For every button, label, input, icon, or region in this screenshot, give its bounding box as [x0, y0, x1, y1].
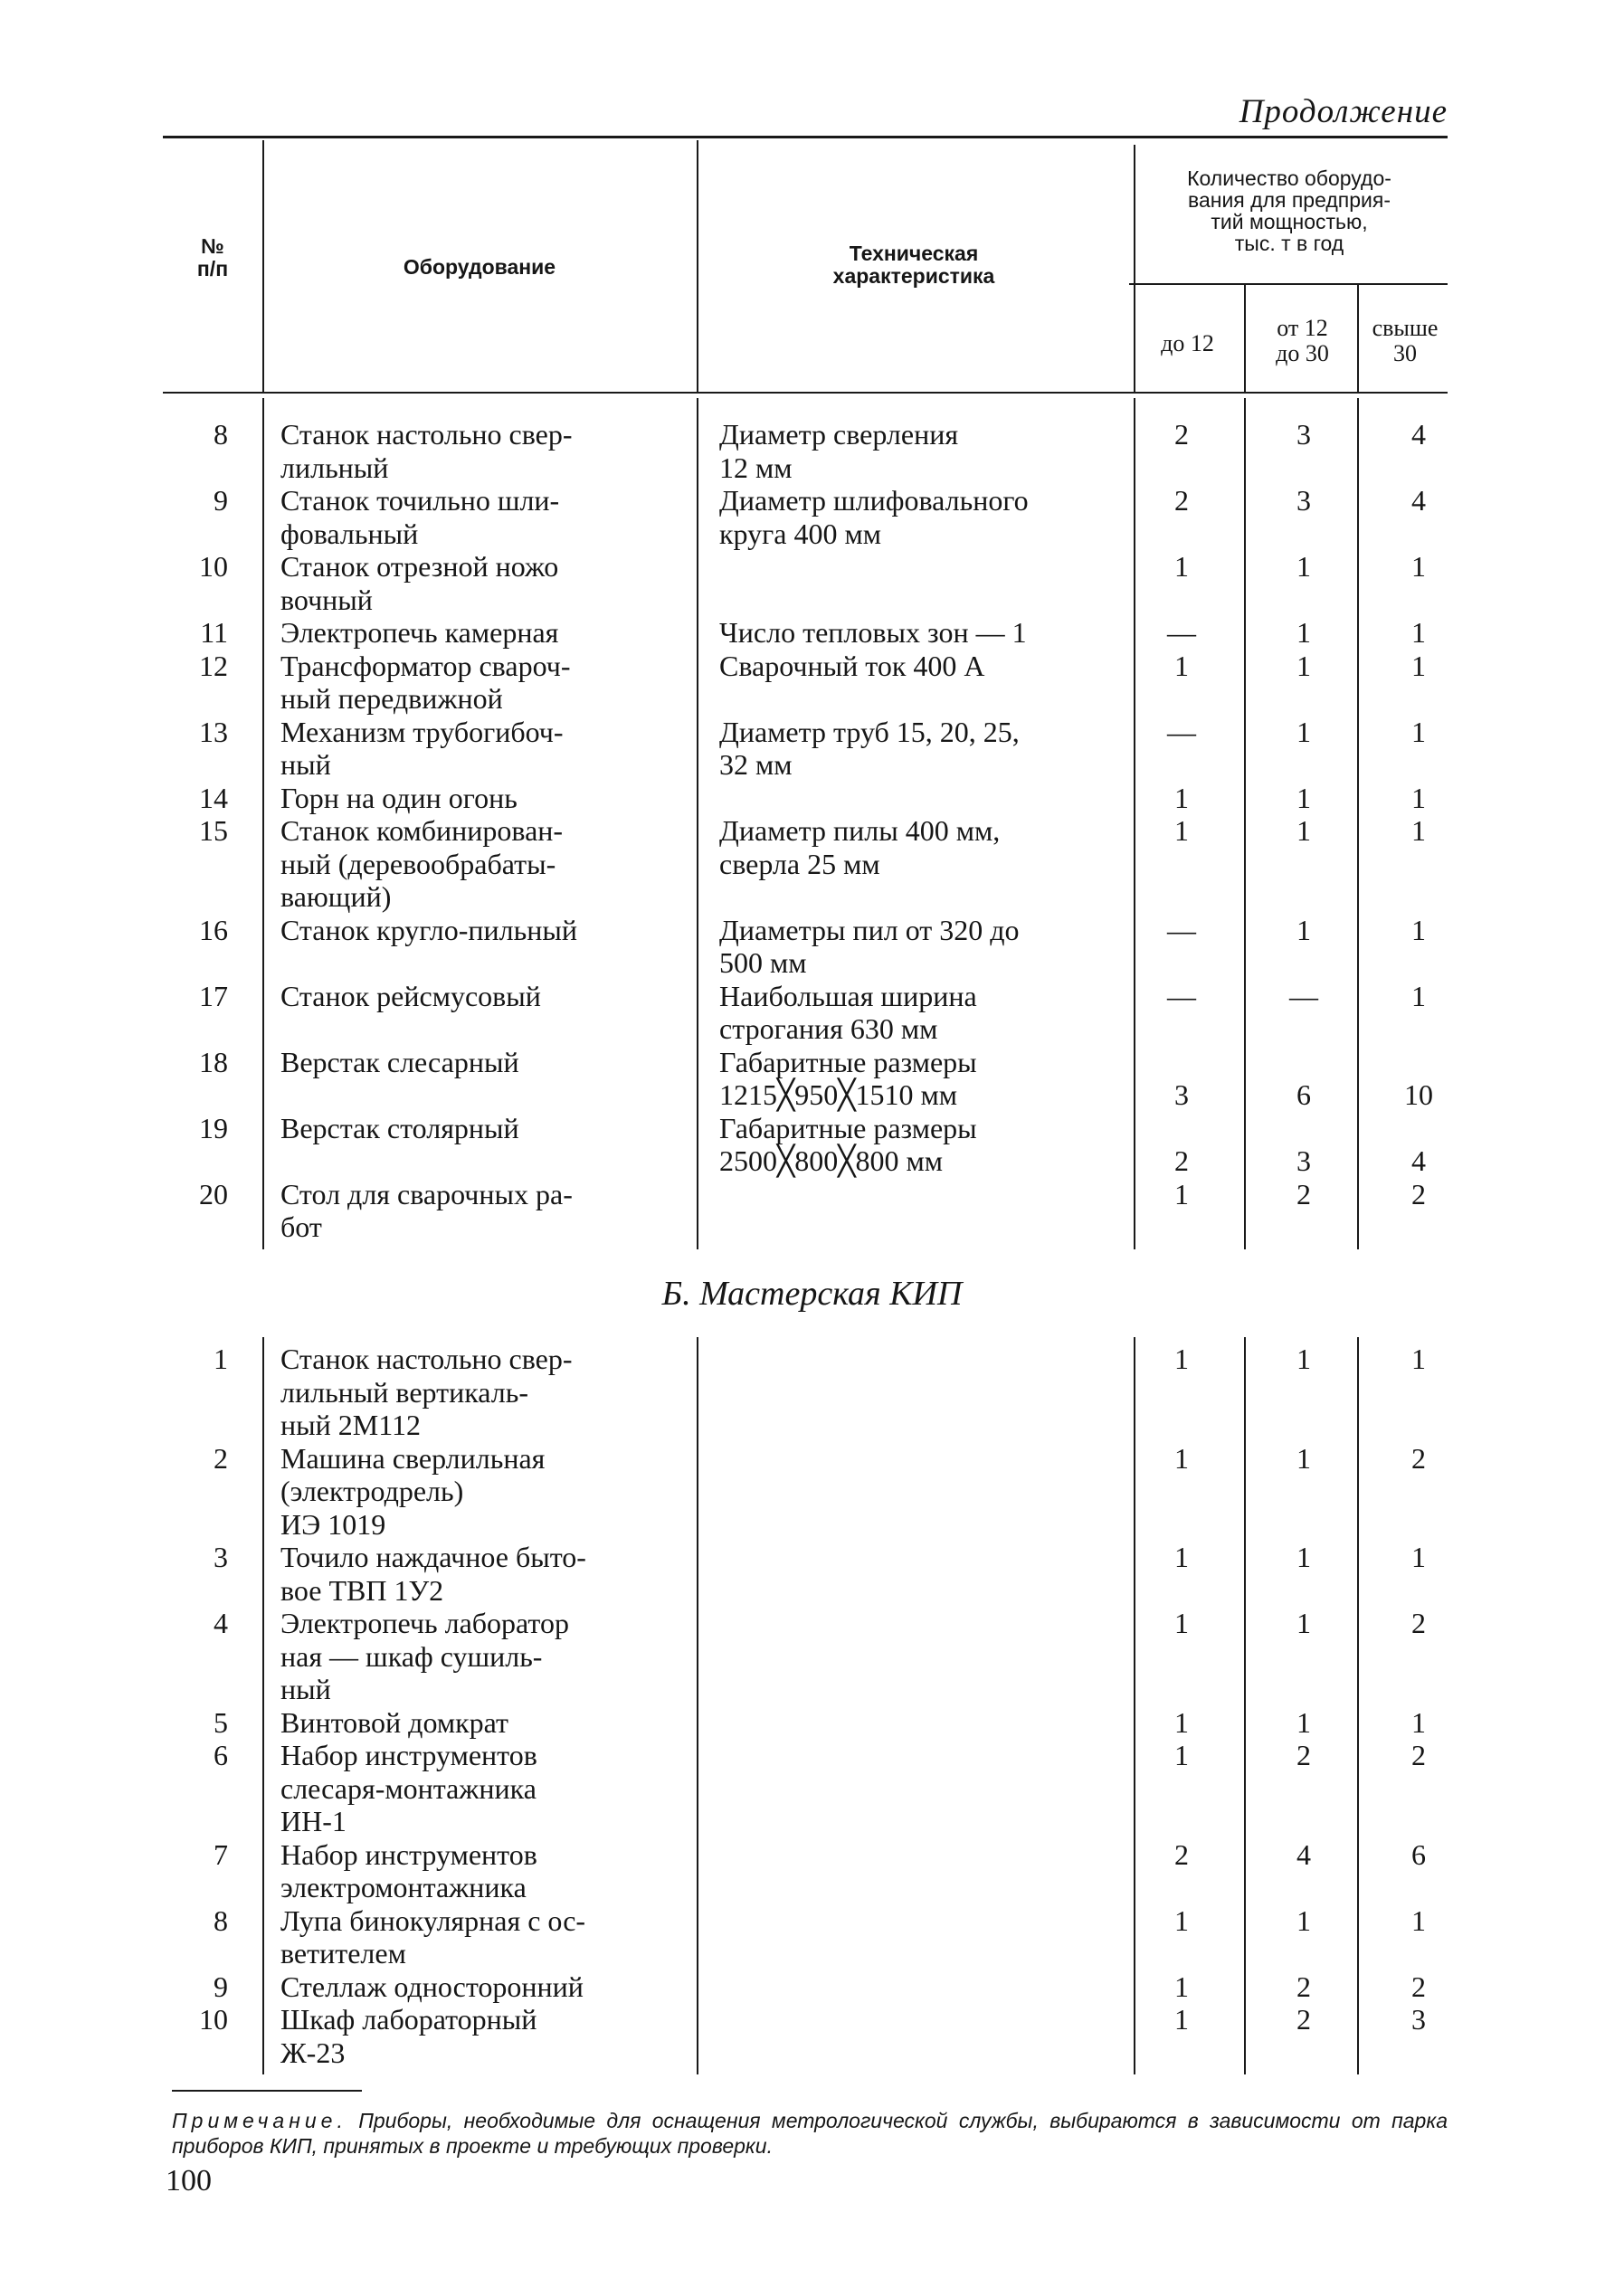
- row-number: 1: [214, 1343, 228, 1375]
- tech-characteristic-line: Диаметры пил от 320 до: [719, 913, 1020, 946]
- header-top-rule: [163, 136, 1448, 138]
- quantity-value: 2: [1296, 1739, 1311, 1771]
- page-number: 100: [166, 2164, 212, 2197]
- quantity-value: 1: [1411, 979, 1426, 1012]
- equipment-name-line: ный: [280, 748, 331, 781]
- row-number: 8: [214, 418, 228, 451]
- row-number: 9: [214, 484, 228, 517]
- row-number: 12: [199, 649, 228, 682]
- header-q1: до 12: [1161, 330, 1214, 356]
- quantity-value: 1: [1411, 814, 1426, 847]
- quantity-value: 1: [1174, 1705, 1189, 1739]
- quantity-value: 1: [1411, 913, 1426, 946]
- quantity-value: 2: [1174, 484, 1189, 517]
- equipment-name-line: Станок настольно свер-: [280, 418, 573, 451]
- table-b-vline: [1134, 1337, 1135, 2074]
- quantity-value: 3: [1296, 418, 1311, 451]
- table-a-vline: [262, 398, 264, 1249]
- quantity-value: 1: [1174, 2003, 1189, 2036]
- equipment-name-line: Винтовой домкрат: [280, 1705, 508, 1739]
- equipment-name-line: Электропечь камерная: [280, 616, 559, 649]
- quantity-value: 2: [1174, 1144, 1189, 1177]
- tech-characteristic-line: Диаметр труб 15, 20, 25,: [719, 715, 1020, 748]
- quantity-value: 1: [1174, 814, 1189, 847]
- row-number: 17: [199, 979, 228, 1012]
- header-tech: Техническая: [849, 242, 979, 265]
- row-number: 15: [199, 814, 228, 847]
- quantity-value: 1: [1296, 616, 1311, 649]
- row-number: 14: [199, 781, 228, 814]
- header-num-2: п/п: [196, 257, 229, 280]
- equipment-name-line: вое ТВП 1У2: [280, 1573, 444, 1607]
- quantity-value: 1: [1411, 1705, 1426, 1739]
- quantity-value: 1: [1296, 1441, 1311, 1475]
- quantity-value: 3: [1296, 484, 1311, 517]
- header-bottom-rule: [163, 392, 1448, 394]
- table-b-vline: [1244, 1337, 1246, 2074]
- row-number: 5: [214, 1705, 228, 1739]
- equipment-name-line: Набор инструментов: [280, 1739, 537, 1771]
- quantity-value: 2: [1296, 1177, 1311, 1210]
- quantity-value: —: [1167, 979, 1196, 1012]
- quantity-value: 2: [1411, 1607, 1426, 1639]
- table-a-vline: [1134, 398, 1135, 1249]
- quantity-value: 1: [1174, 1177, 1189, 1210]
- quantity-value: 2: [1174, 1837, 1189, 1871]
- equipment-name-line: фовальный: [280, 517, 419, 550]
- quantity-value: 1: [1174, 1441, 1189, 1475]
- quantity-value: 3: [1411, 2003, 1426, 2036]
- header-equipment: Оборудование: [403, 255, 556, 279]
- header-quantity-line: тыс. т в год: [1234, 232, 1344, 255]
- quantity-value: 1: [1296, 550, 1311, 583]
- row-number: 10: [199, 2003, 228, 2036]
- header-quantity-line: тий мощностью,: [1211, 210, 1368, 233]
- equipment-name-line: лильный вертикаль-: [280, 1375, 528, 1409]
- equipment-name-line: Трансформатор свароч-: [280, 649, 571, 682]
- equipment-name-line: Стол для сварочных ра-: [280, 1177, 573, 1210]
- quantity-value: 1: [1411, 616, 1426, 649]
- tech-characteristic-line: 12 мм: [719, 451, 793, 484]
- quantity-value: 1: [1296, 1541, 1311, 1573]
- row-number: 10: [199, 550, 228, 583]
- quantity-value: 2: [1296, 1970, 1311, 2003]
- row-number: 11: [200, 616, 228, 649]
- equipment-name-line: вающий): [280, 880, 392, 913]
- quantity-value: 1: [1296, 649, 1311, 682]
- note-rule: [172, 2090, 362, 2092]
- tech-characteristic-line: Наибольшая ширина: [719, 979, 977, 1012]
- equipment-name-line: ный: [280, 1673, 331, 1705]
- quantity-value: 4: [1296, 1837, 1311, 1871]
- row-number: 6: [214, 1739, 228, 1771]
- quantity-value: 1: [1411, 781, 1426, 814]
- table-a-vline: [1244, 398, 1246, 1249]
- row-number: 7: [214, 1837, 228, 1871]
- equipment-name-line: Стеллаж односторонний: [280, 1970, 584, 2003]
- table-b-vline: [697, 1337, 698, 2074]
- equipment-name-line: ная — шкаф сушиль-: [280, 1639, 543, 1673]
- row-number: 4: [214, 1607, 228, 1639]
- quantity-value: 4: [1411, 484, 1426, 517]
- quantity-value: 10: [1404, 1078, 1433, 1111]
- quantity-value: 1: [1174, 550, 1189, 583]
- row-number: 16: [199, 913, 228, 946]
- tech-characteristic-line: 500 мм: [719, 946, 807, 979]
- quantity-value: 1: [1411, 715, 1426, 748]
- quantity-value: 1: [1296, 1607, 1311, 1639]
- header-tech-2: характеристика: [832, 264, 995, 288]
- tech-characteristic-line: строгания 630 мм: [719, 1012, 938, 1045]
- tech-characteristic-line: сверла 25 мм: [719, 847, 880, 880]
- quantity-value: 1: [1411, 649, 1426, 682]
- quantity-value: 1: [1174, 781, 1189, 814]
- quantity-value: 1: [1296, 1343, 1311, 1375]
- quantity-value: 3: [1174, 1078, 1189, 1111]
- quantity-value: —: [1167, 616, 1196, 649]
- equipment-name-line: Ж-23: [280, 2036, 346, 2069]
- tech-characteristic-line: 2500╳800╳800 мм: [719, 1144, 944, 1177]
- equipment-name-line: ный (деревообрабаты-: [280, 847, 556, 880]
- header-vline: [1357, 285, 1359, 392]
- equipment-name-line: ветителем: [280, 1937, 406, 1970]
- tech-characteristic-line: Сварочный ток 400 А: [719, 649, 985, 682]
- row-number: 13: [199, 715, 228, 748]
- quantity-value: 3: [1296, 1144, 1311, 1177]
- table-a-vline: [697, 398, 698, 1249]
- quantity-value: 2: [1411, 1739, 1426, 1771]
- header-vline: [262, 140, 264, 392]
- tech-characteristic-line: Диаметр пилы 400 мм,: [719, 814, 1001, 847]
- section-b-title: Б. Мастерская КИП: [661, 1275, 963, 1313]
- note-label: Примечание.: [172, 2109, 347, 2132]
- quantity-value: 1: [1296, 1903, 1311, 1937]
- equipment-name-line: Станок настольно свер-: [280, 1343, 573, 1375]
- quantity-value: 2: [1411, 1441, 1426, 1475]
- equipment-name-line: ный передвижной: [280, 682, 503, 715]
- row-number: 20: [199, 1177, 228, 1210]
- table-b-vline: [1357, 1337, 1359, 2074]
- row-number: 9: [214, 1970, 228, 2003]
- quantity-value: 6: [1296, 1078, 1311, 1111]
- equipment-name-line: слесаря-монтажника: [280, 1771, 537, 1805]
- header-num: №: [201, 234, 224, 258]
- equipment-name-line: Лупа бинокулярная с ос-: [280, 1903, 586, 1937]
- continued-label: Продолжение: [1239, 93, 1448, 130]
- equipment-name-line: ный 2М112: [280, 1409, 422, 1441]
- quantity-value: 4: [1411, 418, 1426, 451]
- row-number: 2: [214, 1441, 228, 1475]
- header-quantity-line: вания для предприя-: [1188, 188, 1391, 212]
- equipment-name-line: Электропечь лаборатор: [280, 1607, 569, 1639]
- equipment-name-line: электромонтажника: [280, 1871, 527, 1903]
- quantity-value: 1: [1296, 781, 1311, 814]
- tech-characteristic-line: Габаритные размеры: [719, 1111, 977, 1144]
- row-number: 18: [199, 1045, 228, 1078]
- row-number: 8: [214, 1903, 228, 1937]
- quantity-value: 1: [1411, 1541, 1426, 1573]
- tech-characteristic-line: 1215╳950╳1510 мм: [719, 1078, 958, 1111]
- quantity-value: 6: [1411, 1837, 1426, 1871]
- header-vline: [1244, 285, 1246, 392]
- header-vline: [697, 140, 698, 392]
- table-a-vline: [1357, 398, 1359, 1249]
- equipment-name-line: Горн на один огонь: [280, 781, 518, 814]
- quantity-value: 1: [1296, 913, 1311, 946]
- equipment-name-line: (электродрель): [280, 1475, 464, 1507]
- quantity-value: 1: [1174, 1541, 1189, 1573]
- quantity-value: 2: [1296, 2003, 1311, 2036]
- header-q3-2: 30: [1393, 340, 1417, 366]
- table-b-vline: [262, 1337, 264, 2074]
- equipment-name-line: Механизм трубогибоч-: [280, 715, 564, 748]
- footnote: [172, 2108, 1448, 2159]
- quantity-value: 1: [1411, 1343, 1426, 1375]
- equipment-name-line: Верстак столярный: [280, 1111, 519, 1144]
- quantity-value: 1: [1174, 1739, 1189, 1771]
- quantity-value: 1: [1174, 1343, 1189, 1375]
- header-vline: [1134, 145, 1135, 392]
- header-q3: свыше: [1372, 315, 1439, 341]
- equipment-name-line: Шкаф лабораторный: [280, 2003, 537, 2036]
- quantity-value: 2: [1411, 1970, 1426, 2003]
- quantity-subheader-rule: [1129, 283, 1448, 285]
- equipment-name-line: ИЭ 1019: [280, 1507, 386, 1541]
- note-text: Приборы, необходимые для оснащения метрологической службы, выбираются в зависимости от парка приборов КИП, принятых в проекте и требующих проверки.: [172, 2109, 1448, 2158]
- equipment-name-line: Точило наждачное быто-: [280, 1541, 586, 1573]
- row-number: 3: [214, 1541, 228, 1573]
- quantity-value: 1: [1296, 814, 1311, 847]
- tech-characteristic-line: Диаметр сверления: [719, 418, 959, 451]
- tech-characteristic-line: Число тепловых зон — 1: [719, 616, 1027, 649]
- quantity-value: 1: [1411, 1903, 1426, 1937]
- quantity-value: 1: [1296, 715, 1311, 748]
- tech-characteristic-line: Диаметр шлифовального: [719, 484, 1029, 517]
- quantity-value: 2: [1411, 1177, 1426, 1210]
- quantity-value: 1: [1296, 1705, 1311, 1739]
- quantity-value: 1: [1174, 1607, 1189, 1639]
- equipment-name-line: лильный: [280, 451, 389, 484]
- header-q2-2: до 30: [1276, 340, 1329, 366]
- quantity-value: 2: [1174, 418, 1189, 451]
- equipment-name-line: бот: [280, 1210, 322, 1243]
- quantity-value: 1: [1174, 1970, 1189, 2003]
- tech-characteristic-line: 32 мм: [719, 748, 793, 781]
- equipment-name-line: Верстак слесарный: [280, 1045, 519, 1078]
- equipment-name-line: Станок отрезной ножо: [280, 550, 559, 583]
- row-number: 19: [199, 1111, 228, 1144]
- header-quantity-line: Количество оборудо-: [1187, 166, 1391, 190]
- quantity-value: 1: [1411, 550, 1426, 583]
- quantity-value: —: [1167, 913, 1196, 946]
- equipment-name-line: Набор инструментов: [280, 1837, 537, 1871]
- quantity-value: 1: [1174, 1903, 1189, 1937]
- equipment-name-line: Станок комбинирован-: [280, 814, 564, 847]
- equipment-name-line: Станок рейсмусовый: [280, 979, 541, 1012]
- equipment-name-line: ИН-1: [280, 1805, 347, 1837]
- tech-characteristic-line: Габаритные размеры: [719, 1045, 977, 1078]
- quantity-value: 4: [1411, 1144, 1426, 1177]
- equipment-name-line: вочный: [280, 583, 373, 616]
- header-q2: от 12: [1277, 315, 1328, 341]
- quantity-value: —: [1167, 715, 1196, 748]
- equipment-name-line: Станок точильно шли-: [280, 484, 560, 517]
- equipment-name-line: Машина сверлильная: [280, 1441, 546, 1475]
- quantity-value: —: [1289, 979, 1318, 1012]
- quantity-value: 1: [1174, 649, 1189, 682]
- tech-characteristic-line: круга 400 мм: [719, 517, 881, 550]
- equipment-name-line: Станок кругло-пильный: [280, 913, 577, 946]
